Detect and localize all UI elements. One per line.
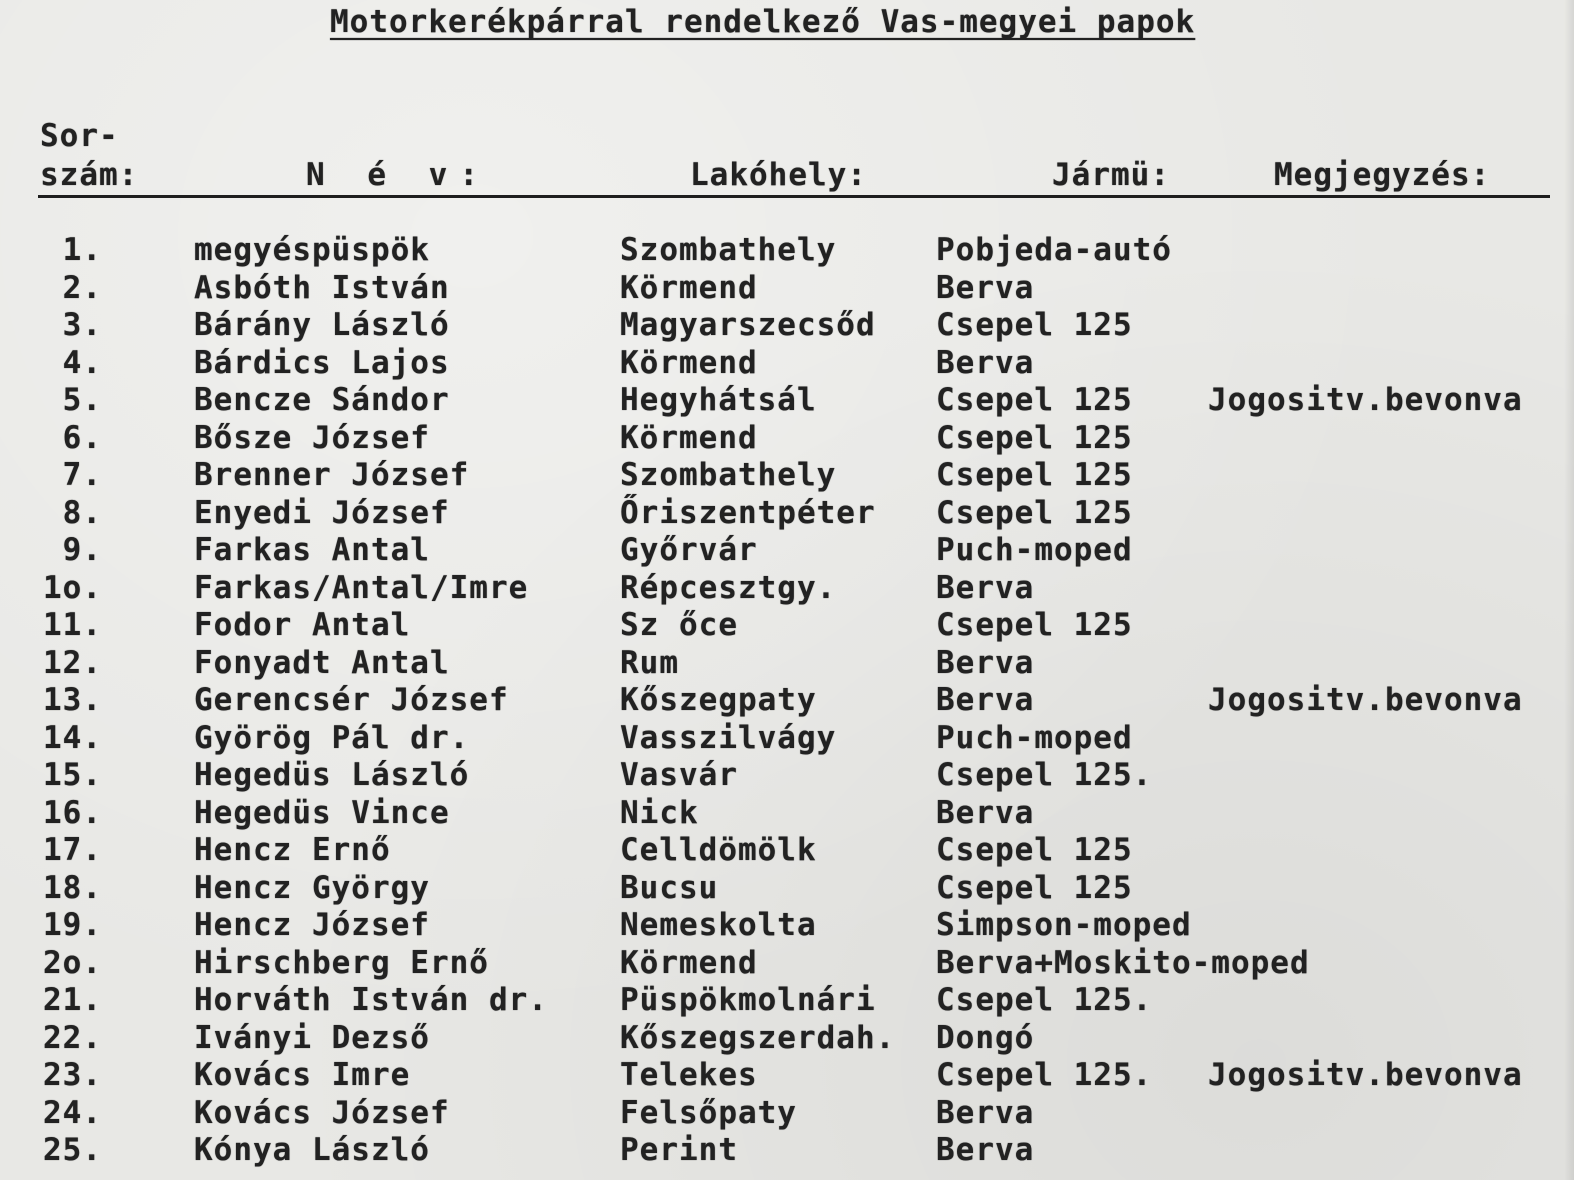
row-number: 13. — [43, 682, 102, 718]
row-number: 14. — [43, 719, 102, 756]
row-residence: Telekes — [620, 1057, 758, 1093]
table-row — [0, 832, 1574, 870]
row-name: Enyedi József — [194, 494, 450, 531]
row-number: 17. — [43, 832, 102, 868]
row-number: 1o. — [43, 569, 102, 606]
row-number: 9. — [62, 532, 102, 568]
row-remark: Jogositv.bevonva — [1208, 1057, 1523, 1093]
row-number: 6. — [62, 419, 102, 456]
row-name: Hegedüs Vince — [194, 794, 450, 831]
row-residence: Vasszilvágy — [620, 719, 837, 756]
row-number: 24. — [43, 1094, 102, 1131]
table-row — [0, 757, 1574, 795]
table-row — [0, 457, 1574, 495]
row-vehicle: Berva — [936, 1094, 1035, 1131]
row-name: Hegedüs László — [194, 757, 470, 793]
row-name: Bencze Sándor — [194, 382, 450, 418]
row-name: Hencz György — [194, 869, 430, 906]
row-vehicle: Berva — [936, 644, 1035, 681]
table-row — [0, 1020, 1574, 1058]
header-residence: Lakóhely: — [690, 157, 867, 193]
row-name: Bárdics Lajos — [194, 344, 450, 381]
row-vehicle: Csepel 125 — [936, 494, 1133, 531]
row-residence: Körmend — [620, 419, 758, 456]
table-row — [0, 1095, 1574, 1133]
row-number: 18. — [43, 869, 102, 906]
row-vehicle: Berva — [936, 1132, 1035, 1168]
row-name: Brenner József — [194, 457, 470, 493]
table-row — [0, 345, 1574, 383]
table-row — [0, 795, 1574, 833]
row-vehicle: Pobjeda-autó — [936, 232, 1172, 268]
table-row — [0, 720, 1574, 758]
row-name: Bősze József — [194, 419, 430, 456]
row-vehicle: Simpson-moped — [936, 907, 1192, 943]
row-residence: Sz őce — [620, 607, 738, 643]
row-name: Fodor Antal — [194, 607, 411, 643]
row-residence: Körmend — [620, 269, 758, 306]
table-row — [0, 382, 1574, 420]
row-number: 15. — [43, 757, 102, 793]
header-sorszam-line2: szám: — [40, 157, 139, 193]
row-number: 22. — [43, 1019, 102, 1056]
row-residence: Őriszentpéter — [620, 494, 876, 531]
header-name: N é v: — [306, 157, 490, 193]
row-vehicle: Berva — [936, 794, 1035, 831]
row-name: Kovács Imre — [194, 1057, 411, 1093]
row-vehicle: Berva — [936, 569, 1035, 606]
row-vehicle: Csepel 125. — [936, 1057, 1153, 1093]
table-row — [0, 982, 1574, 1020]
row-residence: Szombathely — [620, 232, 837, 268]
row-number: 25. — [43, 1132, 102, 1168]
row-residence: Győrvár — [620, 532, 758, 568]
row-name: Farkas/Antal/Imre — [194, 569, 529, 606]
row-name: Asbóth István — [194, 269, 450, 306]
table-row — [0, 607, 1574, 645]
row-vehicle: Puch-moped — [936, 719, 1133, 756]
row-vehicle: Csepel 125. — [936, 982, 1153, 1018]
table-row — [0, 307, 1574, 345]
row-residence: Perint — [620, 1132, 738, 1168]
row-name: Horváth István dr. — [194, 982, 548, 1018]
table-row — [0, 420, 1574, 458]
table-row — [0, 232, 1574, 270]
row-vehicle: Csepel 125 — [936, 832, 1133, 868]
row-number: 7. — [62, 457, 102, 493]
row-residence: Felsőpaty — [620, 1094, 797, 1131]
row-vehicle: Berva — [936, 269, 1035, 306]
row-name: Bárány László — [194, 307, 450, 343]
row-name: Farkas Antal — [194, 532, 430, 568]
row-number: 2o. — [43, 944, 102, 981]
row-vehicle: Dongó — [936, 1019, 1035, 1056]
row-vehicle: Csepel 125 — [936, 307, 1133, 343]
table-row — [0, 945, 1574, 983]
header-remarks: Megjegyzés: — [1274, 157, 1491, 193]
row-residence: Bucsu — [620, 869, 719, 906]
table-row — [0, 495, 1574, 533]
document-title: Motorkerékpárral rendelkező Vas-megyei papok — [330, 4, 1196, 40]
row-vehicle: Csepel 125. — [936, 757, 1153, 793]
row-vehicle: Csepel 125 — [936, 607, 1133, 643]
row-residence: Szombathely — [620, 457, 837, 493]
row-number: 12. — [43, 644, 102, 681]
table-row — [0, 645, 1574, 683]
row-vehicle: Puch-moped — [936, 532, 1133, 568]
row-number: 23. — [43, 1057, 102, 1093]
table-row — [0, 1057, 1574, 1095]
priest-list — [0, 232, 1574, 1170]
row-vehicle: Csepel 125 — [936, 457, 1133, 493]
table-row — [0, 907, 1574, 945]
row-vehicle: Csepel 125 — [936, 382, 1133, 418]
row-number: 21. — [43, 982, 102, 1018]
row-name: Gerencsér József — [194, 682, 509, 718]
header-sorszam-line1: Sor- — [40, 118, 119, 154]
header-underline — [38, 195, 1550, 198]
row-name: Györög Pál dr. — [194, 719, 470, 756]
row-name: Fonyadt Antal — [194, 644, 450, 681]
row-residence: Rum — [620, 644, 679, 681]
table-row — [0, 532, 1574, 570]
table-row — [0, 870, 1574, 908]
row-vehicle: Berva+Moskito-moped — [936, 944, 1310, 981]
table-row — [0, 270, 1574, 308]
row-number: 3. — [62, 307, 102, 343]
row-residence: Celldömölk — [620, 832, 817, 868]
row-residence: Répcesztgy. — [620, 569, 837, 606]
row-vehicle: Csepel 125 — [936, 869, 1133, 906]
row-residence: Nemeskolta — [620, 907, 817, 943]
row-residence: Körmend — [620, 344, 758, 381]
row-number: 19. — [43, 907, 102, 943]
header-vehicle: Jármü: — [1052, 157, 1170, 193]
row-residence: Vasvár — [620, 757, 738, 793]
row-name: Iványi Dezső — [194, 1019, 430, 1056]
row-residence: Hegyhátsál — [620, 382, 817, 418]
row-number: 2. — [62, 269, 102, 306]
row-number: 1. — [62, 232, 102, 268]
row-name: Kovács József — [194, 1094, 450, 1131]
row-remark: Jogositv.bevonva — [1208, 682, 1523, 718]
table-row — [0, 1132, 1574, 1170]
row-vehicle: Berva — [936, 682, 1035, 718]
table-row — [0, 570, 1574, 608]
row-number: 11. — [43, 607, 102, 643]
page-edge-shadow — [1564, 0, 1574, 1180]
row-residence: Kőszegszerdah. — [620, 1019, 896, 1056]
row-number: 4. — [62, 344, 102, 381]
row-vehicle: Berva — [936, 344, 1035, 381]
row-name: Hencz József — [194, 907, 430, 943]
row-residence: Nick — [620, 794, 699, 831]
row-residence: Kőszegpaty — [620, 682, 817, 718]
row-residence: Magyarszecsőd — [620, 307, 876, 343]
row-number: 8. — [62, 494, 102, 531]
row-name: megyéspüspök — [194, 232, 430, 268]
table-row — [0, 682, 1574, 720]
row-name: Hirschberg Ernő — [194, 944, 489, 981]
row-name: Kónya László — [194, 1132, 430, 1168]
row-residence: Körmend — [620, 944, 758, 981]
row-residence: Püspökmolnári — [620, 982, 876, 1018]
row-number: 16. — [43, 794, 102, 831]
row-name: Hencz Ernő — [194, 832, 391, 868]
row-number: 5. — [62, 382, 102, 418]
row-vehicle: Csepel 125 — [936, 419, 1133, 456]
row-remark: Jogositv.bevonva — [1208, 382, 1523, 418]
